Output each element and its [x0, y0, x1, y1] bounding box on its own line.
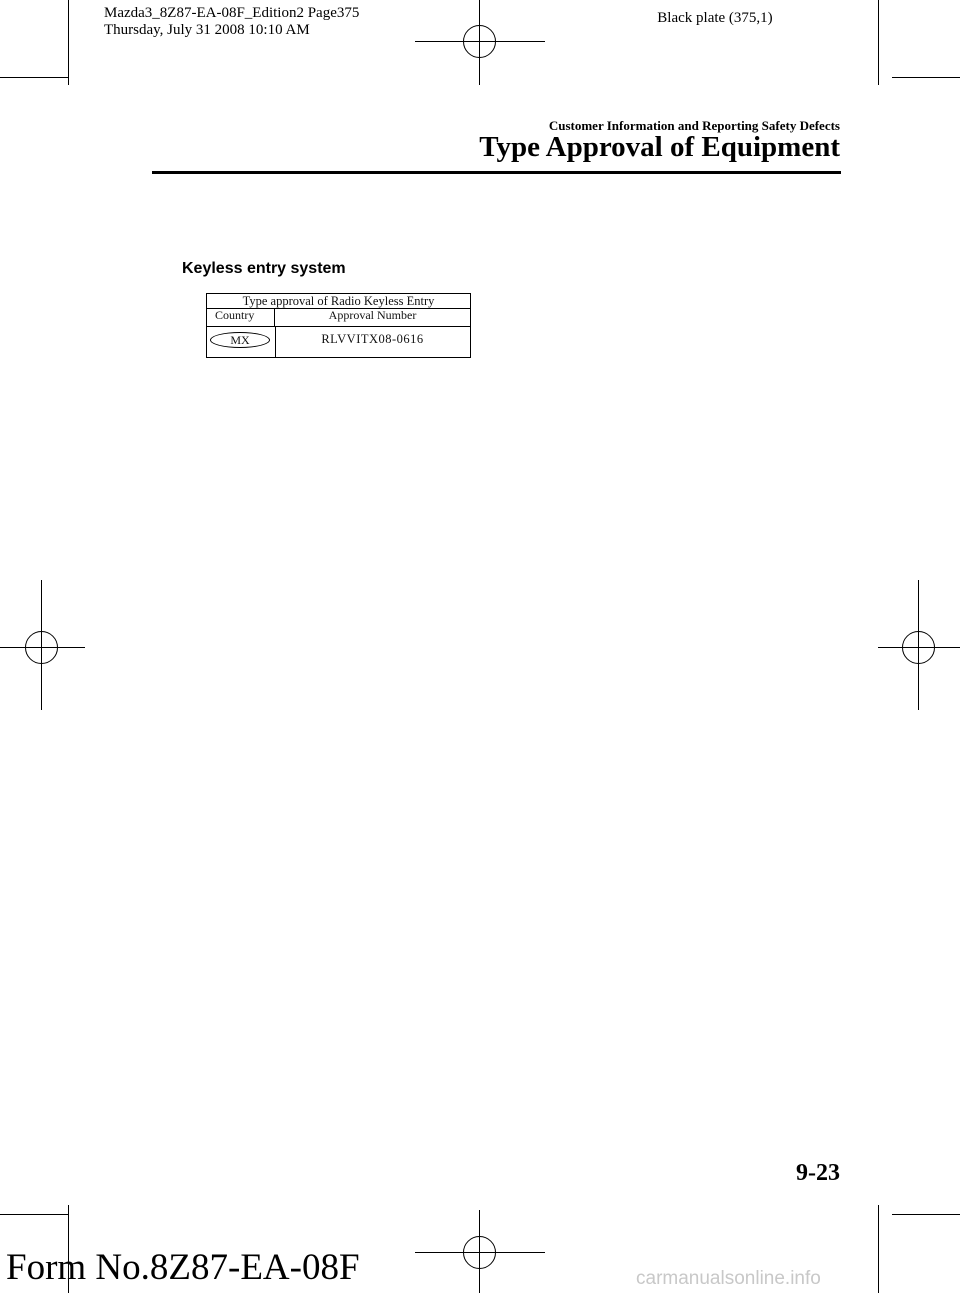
crop-mark: [0, 77, 68, 78]
registration-circle: [25, 631, 58, 664]
crop-mark: [0, 1214, 68, 1215]
crop-mark: [892, 77, 960, 78]
watermark: carmanualsonline.info: [636, 1268, 821, 1289]
country-code-oval: MX: [210, 332, 270, 348]
country-cell: [207, 326, 276, 357]
slug-line-1: Mazda3_8Z87-EA-08F_Edition2 Page375: [104, 5, 360, 21]
section-title: Customer Information and Reporting Safety Defects: [548, 118, 840, 133]
registration-circle: [463, 25, 496, 58]
print-slug: [104, 5, 359, 39]
table-row: [207, 326, 470, 357]
approval-number-cell: RLVVITX08-0616: [321, 332, 424, 346]
subheading: Keyless entry system: [182, 260, 346, 277]
crop-mark: [892, 1214, 960, 1215]
crop-mark: [68, 0, 69, 85]
approval-table-caption: Type approval of Radio Keyless Entry: [207, 294, 470, 309]
plate-label: Black plate (375,1): [657, 10, 773, 26]
crop-mark: [878, 0, 879, 85]
slug-line-2: Thursday, July 31 2008 10:10 AM: [104, 22, 310, 38]
approval-table: [206, 293, 471, 358]
registration-circle: [463, 1236, 496, 1269]
approval-table-header: [207, 308, 470, 327]
title-rule: [152, 171, 841, 174]
crop-mark: [878, 1205, 879, 1293]
form-number: Form No.8Z87-EA-08F: [6, 1247, 360, 1288]
header-country: Country: [207, 308, 275, 326]
header-approval-number: Approval Number: [328, 308, 417, 322]
page-title: Type Approval of Equipment: [479, 131, 840, 163]
registration-circle: [902, 631, 935, 664]
page-number: 9-23: [796, 1160, 840, 1186]
